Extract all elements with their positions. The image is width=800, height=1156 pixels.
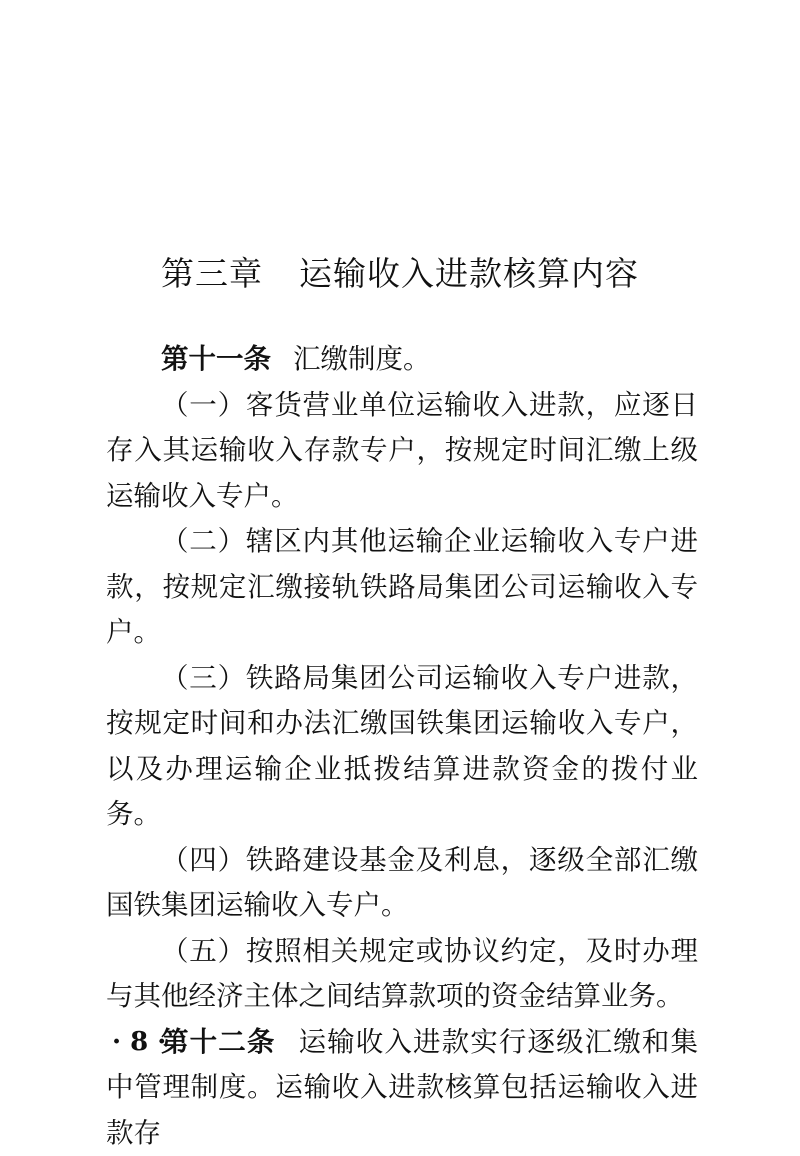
paragraph-text: 运输收入进款实行逐级汇缴和集中管理制度。运输收入进款核算包括运输收入进款存 (106, 1026, 698, 1149)
article-label: 第十二条 (161, 1026, 275, 1058)
paragraph-item-3 (106, 656, 698, 838)
paragraph-item-5 (106, 929, 698, 1020)
chapter-number: 第三章 (161, 254, 263, 293)
chapter-heading (0, 250, 800, 298)
body-text (106, 337, 698, 1156)
paragraph-item-2 (106, 519, 698, 656)
paragraph-item-1 (106, 383, 698, 520)
article-12 (106, 1020, 698, 1156)
paragraph-text: （二）辖区内其他运输企业运输收入专户进款，按规定汇缴接轨铁路局集团公司运输收入专户。 (106, 525, 698, 648)
article-label: 第十一条 (161, 343, 271, 375)
paragraph-item-4 (106, 838, 698, 929)
paragraph-text: （四）铁路建设基金及利息，逐级全部汇缴国铁集团运输收入专户。 (106, 844, 698, 922)
paragraph-text: （一）客货营业单位运输收入进款，应逐日存入其运输收入存款专户，按规定时间汇缴上级运输收入专户。 (106, 389, 698, 512)
paragraph-text: 汇缴制度。 (293, 343, 431, 375)
page-number: · 8 · (112, 1027, 166, 1057)
paragraph-text: （三）铁路局集团公司运输收入专户进款，按规定时间和办法汇缴国铁集团运输收入专户，以及办理运输企业抵拨结算进款资金的拨付业务。 (106, 662, 698, 831)
chapter-title-text: 运输收入进款核算内容 (299, 254, 639, 293)
paragraph-text: （五）按照相关规定或协议约定，及时办理与其他经济主体之间结算款项的资金结算业务。 (106, 935, 698, 1013)
article-11-heading (106, 337, 698, 383)
